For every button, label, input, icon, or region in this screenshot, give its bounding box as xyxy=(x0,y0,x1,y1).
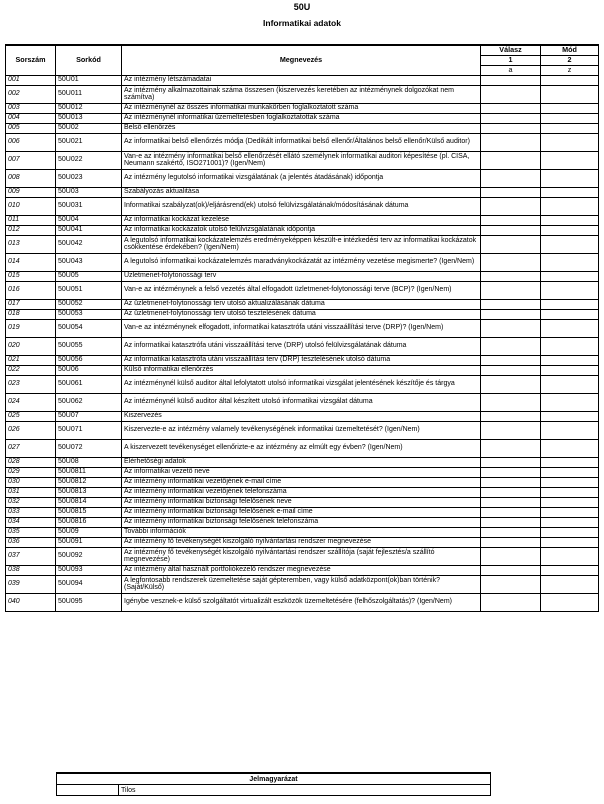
row-description: Igénybe vesznek-e külső szolgáltatót virtualizált eszközök üzemeltetésére (felhőszolgáltatás)? (Igen/Nem) xyxy=(122,593,481,611)
table-row xyxy=(6,123,599,133)
row-description: Az intézménynél külső auditor által készített utolsó informatikai vizsgálat dátuma xyxy=(122,393,481,411)
row-number: 028 xyxy=(6,457,56,467)
row-code: 50U0815 xyxy=(56,507,122,517)
row-description: További információk xyxy=(122,527,481,537)
row-code: 50U0816 xyxy=(56,517,122,527)
row-mode-cell[interactable] xyxy=(541,337,599,355)
row-mode-cell[interactable] xyxy=(541,355,599,365)
row-answer-cell[interactable] xyxy=(481,235,541,253)
row-number: 032 xyxy=(6,497,56,507)
header-sorszam: Sorszám xyxy=(6,45,56,75)
row-description: Az informatikai vezető neve xyxy=(122,467,481,477)
row-code: 50U07 xyxy=(56,411,122,421)
row-description: Az intézménynél külső auditor által lefolytatott utolsó informatikai vizsgálat jelentésének készítője és tárgya xyxy=(122,375,481,393)
row-mode-cell[interactable] xyxy=(541,393,599,411)
row-description: Az intézmény informatikai biztonsági felelősének e-mail címe xyxy=(122,507,481,517)
row-number: 036 xyxy=(6,537,56,547)
row-code: 50U062 xyxy=(56,393,122,411)
table-row xyxy=(6,169,599,187)
row-number: 019 xyxy=(6,319,56,337)
row-answer-cell[interactable] xyxy=(481,421,541,439)
row-answer-cell[interactable] xyxy=(481,487,541,497)
row-code: 50U054 xyxy=(56,319,122,337)
table-row xyxy=(6,355,599,365)
row-answer-cell[interactable] xyxy=(481,467,541,477)
row-answer-cell[interactable] xyxy=(481,527,541,537)
row-number: 037 xyxy=(6,547,56,565)
row-answer-cell[interactable] xyxy=(481,319,541,337)
row-number: 003 xyxy=(6,103,56,113)
row-code: 50U092 xyxy=(56,547,122,565)
table-row xyxy=(6,215,599,225)
row-number: 017 xyxy=(6,299,56,309)
row-code: 50U022 xyxy=(56,151,122,169)
row-code: 50U0811 xyxy=(56,467,122,477)
row-number: 005 xyxy=(6,123,56,133)
page-title: Informatikai adatok xyxy=(263,18,341,28)
header-mod-num: 2 xyxy=(541,55,599,65)
header-mod-letter: z xyxy=(541,65,599,75)
table-row xyxy=(6,421,599,439)
row-description: Az intézménynél informatikai üzemeltetésben foglalkoztatottak száma xyxy=(122,113,481,123)
row-code: 50U095 xyxy=(56,593,122,611)
row-code: 50U08 xyxy=(56,457,122,467)
row-number: 016 xyxy=(6,281,56,299)
header-valasz-letter: a xyxy=(481,65,541,75)
row-answer-cell[interactable] xyxy=(481,103,541,113)
row-code: 50U021 xyxy=(56,133,122,151)
row-code: 50U041 xyxy=(56,225,122,235)
row-mode-cell[interactable] xyxy=(541,575,599,593)
row-mode-cell[interactable] xyxy=(541,299,599,309)
row-mode-cell[interactable] xyxy=(541,169,599,187)
table-row xyxy=(6,439,599,457)
table-row xyxy=(6,281,599,299)
row-code: 50U043 xyxy=(56,253,122,271)
row-answer-cell[interactable] xyxy=(481,299,541,309)
row-answer-cell[interactable] xyxy=(481,215,541,225)
table-row xyxy=(6,85,599,103)
row-mode-cell[interactable] xyxy=(541,565,599,575)
table-row xyxy=(6,299,599,309)
row-number: 001 xyxy=(6,75,56,85)
table-row xyxy=(6,593,599,611)
table-row xyxy=(6,365,599,375)
row-answer-cell[interactable] xyxy=(481,575,541,593)
legend-title: Jelmagyarázat xyxy=(57,773,491,785)
row-code: 50U06 xyxy=(56,365,122,375)
row-answer-cell[interactable] xyxy=(481,75,541,85)
row-mode-cell[interactable] xyxy=(541,527,599,537)
row-number: 031 xyxy=(6,487,56,497)
row-description: Az intézmény fő tevékenységét kiszolgáló nyilvántartási rendszer megnevezése xyxy=(122,537,481,547)
table-row xyxy=(6,411,599,421)
row-code: 50U01 xyxy=(56,75,122,85)
table-row xyxy=(6,75,599,85)
row-answer-cell[interactable] xyxy=(481,507,541,517)
row-description: Az intézmény fő tevékenységét kiszolgáló nyilvántartási rendszer szállítója (saját fejlesztés/a szállító megnevezése) xyxy=(122,547,481,565)
row-mode-cell[interactable] xyxy=(541,593,599,611)
row-description: Az informatikai kockázatok utolsó felülvizsgálatának időpontja xyxy=(122,225,481,235)
row-description: A legutolsó informatikai kockázatelemzés maradványkockázatát az intézmény vezetése megismerte? (Igen/Nem) xyxy=(122,253,481,271)
row-code: 50U011 xyxy=(56,85,122,103)
row-code: 50U0814 xyxy=(56,497,122,507)
row-description: Az intézmény létszámadatai xyxy=(122,75,481,85)
table-row xyxy=(6,187,599,197)
row-number: 030 xyxy=(6,477,56,487)
row-answer-cell[interactable] xyxy=(481,85,541,103)
row-mode-cell[interactable] xyxy=(541,477,599,487)
row-answer-cell[interactable] xyxy=(481,517,541,527)
row-number: 020 xyxy=(6,337,56,355)
row-description: Kiszervezte-e az intézmény valamely tevékenységének informatikai üzemeltetését? (Igen/Nem) xyxy=(122,421,481,439)
header-valasz: Válasz xyxy=(481,45,541,55)
row-description: Az intézmény alkalmazottainak száma összesen (kiszervezés keretében az intézménynek dolgozókat nem számítva) xyxy=(122,85,481,103)
table-row xyxy=(6,537,599,547)
row-number: 012 xyxy=(6,225,56,235)
row-description: Az intézménynél az összes informatikai munkakörben foglalkoztatott száma xyxy=(122,103,481,113)
row-mode-cell[interactable] xyxy=(541,235,599,253)
table-row xyxy=(6,527,599,537)
row-answer-cell[interactable] xyxy=(481,375,541,393)
row-answer-cell[interactable] xyxy=(481,565,541,575)
row-code: 50U012 xyxy=(56,103,122,113)
table-row xyxy=(6,337,599,355)
row-number: 029 xyxy=(6,467,56,477)
row-code: 50U0813 xyxy=(56,487,122,497)
row-number: 006 xyxy=(6,133,56,151)
row-answer-cell[interactable] xyxy=(481,197,541,215)
row-number: 021 xyxy=(6,355,56,365)
table-row xyxy=(6,467,599,477)
row-description: Az intézmény informatikai vezetőjének e-mail címe xyxy=(122,477,481,487)
row-mode-cell[interactable] xyxy=(541,103,599,113)
header-megnevezes: Megnevezés xyxy=(122,45,481,75)
row-number: 008 xyxy=(6,169,56,187)
row-mode-cell[interactable] xyxy=(541,253,599,271)
row-mode-cell[interactable] xyxy=(541,375,599,393)
row-code: 50U031 xyxy=(56,197,122,215)
table-body xyxy=(6,75,599,611)
table-row xyxy=(6,319,599,337)
row-answer-cell[interactable] xyxy=(481,457,541,467)
header-sorkod: Sorkód xyxy=(56,45,122,75)
row-description: Üzletmenet-folytonossági terv xyxy=(122,271,481,281)
row-mode-cell[interactable] xyxy=(541,309,599,319)
row-answer-cell[interactable] xyxy=(481,309,541,319)
row-description: Informatikai szabályzat(ok)/eljárásrend(ek) utolsó felülvizsgálatának/módosításának dátuma xyxy=(122,197,481,215)
row-code: 50U03 xyxy=(56,187,122,197)
row-description: Elérhetőségi adatok xyxy=(122,457,481,467)
table-row xyxy=(6,197,599,215)
table-row xyxy=(6,375,599,393)
row-description: Az informatikai katasztrófa utáni visszaállítási terv (DRP) tesztelésének utolsó dátuma xyxy=(122,355,481,365)
row-number: 022 xyxy=(6,365,56,375)
row-code: 50U056 xyxy=(56,355,122,365)
row-description: Van-e az intézménynek a felső vezetés által elfogadott üzletmenet-folytonossági terve (BCP)? (Igen/Nem) xyxy=(122,281,481,299)
row-mode-cell[interactable] xyxy=(541,151,599,169)
row-code: 50U072 xyxy=(56,439,122,457)
header-mod: Mód xyxy=(541,45,599,55)
row-number: 007 xyxy=(6,151,56,169)
legend-tilos: Tilos xyxy=(119,785,491,796)
row-number: 011 xyxy=(6,215,56,225)
table-row xyxy=(6,565,599,575)
row-number: 027 xyxy=(6,439,56,457)
row-answer-cell[interactable] xyxy=(481,355,541,365)
row-number: 002 xyxy=(6,85,56,103)
row-description: Külső informatikai ellenőrzés xyxy=(122,365,481,375)
row-number: 038 xyxy=(6,565,56,575)
row-mode-cell[interactable] xyxy=(541,537,599,547)
row-description: Van-e az intézmény informatikai belső ellenőrzését ellátó személynek informatikai auditori képesítése (pl. CISA, Neumann szakértő, ISO271001)? (Igen/Nem) xyxy=(122,151,481,169)
row-answer-cell[interactable] xyxy=(481,113,541,123)
row-number: 009 xyxy=(6,187,56,197)
row-description: Az üzletmenet-folytonossági terv utolsó aktualizálásának dátuma xyxy=(122,299,481,309)
row-mode-cell[interactable] xyxy=(541,507,599,517)
row-description: Az intézmény informatikai biztonsági felelősének telefonszáma xyxy=(122,517,481,527)
row-answer-cell[interactable] xyxy=(481,337,541,355)
row-answer-cell[interactable] xyxy=(481,497,541,507)
row-mode-cell[interactable] xyxy=(541,497,599,507)
row-answer-cell[interactable] xyxy=(481,477,541,487)
row-description: A legutolsó informatikai kockázatelemzés eredményeképpen készült-e intézkedési terv az informatikai kockázatok csökkentése érdekében? (Igen/Nem) xyxy=(122,235,481,253)
row-mode-cell[interactable] xyxy=(541,225,599,235)
row-code: 50U023 xyxy=(56,169,122,187)
row-answer-cell[interactable] xyxy=(481,123,541,133)
row-mode-cell[interactable] xyxy=(541,487,599,497)
row-description: A kiszervezett tevékenységet ellenőrizte-e az intézmény az elmúlt egy évben? (Igen/Nem) xyxy=(122,439,481,457)
row-number: 013 xyxy=(6,235,56,253)
row-description: Az intézmény által használt portfoliókezelő rendszer megnevezése xyxy=(122,565,481,575)
row-description: Az informatikai belső ellenőrzés módja (Dedikált informatikai belső ellenőr/Általános belső ellenőr/Külső auditor) xyxy=(122,133,481,151)
table-row xyxy=(6,477,599,487)
row-code: 50U051 xyxy=(56,281,122,299)
row-description: Az informatikai katasztrófa utáni visszaállítási terve (DRP) utolsó felülvizsgálatának dátuma xyxy=(122,337,481,355)
row-number: 015 xyxy=(6,271,56,281)
row-answer-cell[interactable] xyxy=(481,439,541,457)
row-number: 010 xyxy=(6,197,56,215)
row-code: 50U042 xyxy=(56,235,122,253)
row-description: Az intézmény informatikai biztonsági felelősének neve xyxy=(122,497,481,507)
row-description: Az informatikai kockázat kezelése xyxy=(122,215,481,225)
row-description: Szabályozás aktualitása xyxy=(122,187,481,197)
row-mode-cell[interactable] xyxy=(541,421,599,439)
header-valasz-num: 1 xyxy=(481,55,541,65)
table-row xyxy=(6,309,599,319)
row-code: 50U013 xyxy=(56,113,122,123)
row-answer-cell[interactable] xyxy=(481,281,541,299)
row-number: 040 xyxy=(6,593,56,611)
table-row xyxy=(6,575,599,593)
row-code: 50U071 xyxy=(56,421,122,439)
row-description: Belső ellenőrzés xyxy=(122,123,481,133)
row-mode-cell[interactable] xyxy=(541,271,599,281)
legend-swatch xyxy=(57,785,119,796)
row-mode-cell[interactable] xyxy=(541,411,599,421)
table-row xyxy=(6,225,599,235)
row-mode-cell[interactable] xyxy=(541,319,599,337)
row-number: 014 xyxy=(6,253,56,271)
table-row xyxy=(6,151,599,169)
row-code: 50U061 xyxy=(56,375,122,393)
row-number: 039 xyxy=(6,575,56,593)
row-answer-cell[interactable] xyxy=(481,225,541,235)
row-code: 50U02 xyxy=(56,123,122,133)
table-row xyxy=(6,487,599,497)
row-code: 50U05 xyxy=(56,271,122,281)
row-mode-cell[interactable] xyxy=(541,85,599,103)
table-row xyxy=(6,133,599,151)
row-answer-cell[interactable] xyxy=(481,187,541,197)
row-mode-cell[interactable] xyxy=(541,215,599,225)
row-mode-cell[interactable] xyxy=(541,439,599,457)
row-code: 50U093 xyxy=(56,565,122,575)
row-mode-cell[interactable] xyxy=(541,133,599,151)
row-description: Kiszervezés xyxy=(122,411,481,421)
row-code: 50U0812 xyxy=(56,477,122,487)
row-answer-cell[interactable] xyxy=(481,537,541,547)
row-answer-cell[interactable] xyxy=(481,593,541,611)
row-mode-cell[interactable] xyxy=(541,517,599,527)
table-row xyxy=(6,547,599,565)
row-description: A legfontosabb rendszerek üzemeltetése saját gépteremben, vagy külső adatközpont(ok)ban történik? (Saját/Külső) xyxy=(122,575,481,593)
data-table xyxy=(5,44,599,612)
row-answer-cell[interactable] xyxy=(481,271,541,281)
row-number: 024 xyxy=(6,393,56,411)
row-mode-cell[interactable] xyxy=(541,467,599,477)
row-mode-cell[interactable] xyxy=(541,197,599,215)
row-answer-cell[interactable] xyxy=(481,547,541,565)
row-mode-cell[interactable] xyxy=(541,75,599,85)
row-code: 50U09 xyxy=(56,527,122,537)
row-answer-cell[interactable] xyxy=(481,151,541,169)
row-answer-cell[interactable] xyxy=(481,133,541,151)
table-row xyxy=(6,457,599,467)
row-number: 026 xyxy=(6,421,56,439)
row-number: 004 xyxy=(6,113,56,123)
table-row xyxy=(6,393,599,411)
table-row xyxy=(6,253,599,271)
row-mode-cell[interactable] xyxy=(541,123,599,133)
table-row xyxy=(6,113,599,123)
row-code: 50U053 xyxy=(56,309,122,319)
row-mode-cell[interactable] xyxy=(541,547,599,565)
row-answer-cell[interactable] xyxy=(481,411,541,421)
row-answer-cell[interactable] xyxy=(481,365,541,375)
row-mode-cell[interactable] xyxy=(541,187,599,197)
row-description: Az intézmény legutolsó informatikai vizsgálatának (a jelentés átadásának) időpontja xyxy=(122,169,481,187)
table-row xyxy=(6,517,599,527)
table-row xyxy=(6,103,599,113)
table-row xyxy=(6,497,599,507)
row-mode-cell[interactable] xyxy=(541,365,599,375)
row-number: 025 xyxy=(6,411,56,421)
legend-table xyxy=(56,772,491,796)
row-description: Az üzletmenet-folytonossági terv utolsó tesztelésének dátuma xyxy=(122,309,481,319)
row-number: 033 xyxy=(6,507,56,517)
row-code: 50U052 xyxy=(56,299,122,309)
row-number: 035 xyxy=(6,527,56,537)
table-row xyxy=(6,235,599,253)
row-code: 50U091 xyxy=(56,537,122,547)
row-mode-cell[interactable] xyxy=(541,457,599,467)
row-description: Van-e az intézménynek elfogadott, informatikai katasztrófa utáni visszaállítási terve (DRP)? (Igen/Nem) xyxy=(122,319,481,337)
row-number: 018 xyxy=(6,309,56,319)
table-row xyxy=(6,507,599,517)
row-answer-cell[interactable] xyxy=(481,169,541,187)
row-description: Az intézmény informatikai vezetőjének telefonszáma xyxy=(122,487,481,497)
row-code: 50U055 xyxy=(56,337,122,355)
row-mode-cell[interactable] xyxy=(541,113,599,123)
row-mode-cell[interactable] xyxy=(541,281,599,299)
row-number: 034 xyxy=(6,517,56,527)
table-row xyxy=(6,271,599,281)
row-answer-cell[interactable] xyxy=(481,393,541,411)
row-code: 50U04 xyxy=(56,215,122,225)
row-answer-cell[interactable] xyxy=(481,253,541,271)
page-code: 50U xyxy=(293,2,311,12)
row-code: 50U094 xyxy=(56,575,122,593)
row-number: 023 xyxy=(6,375,56,393)
